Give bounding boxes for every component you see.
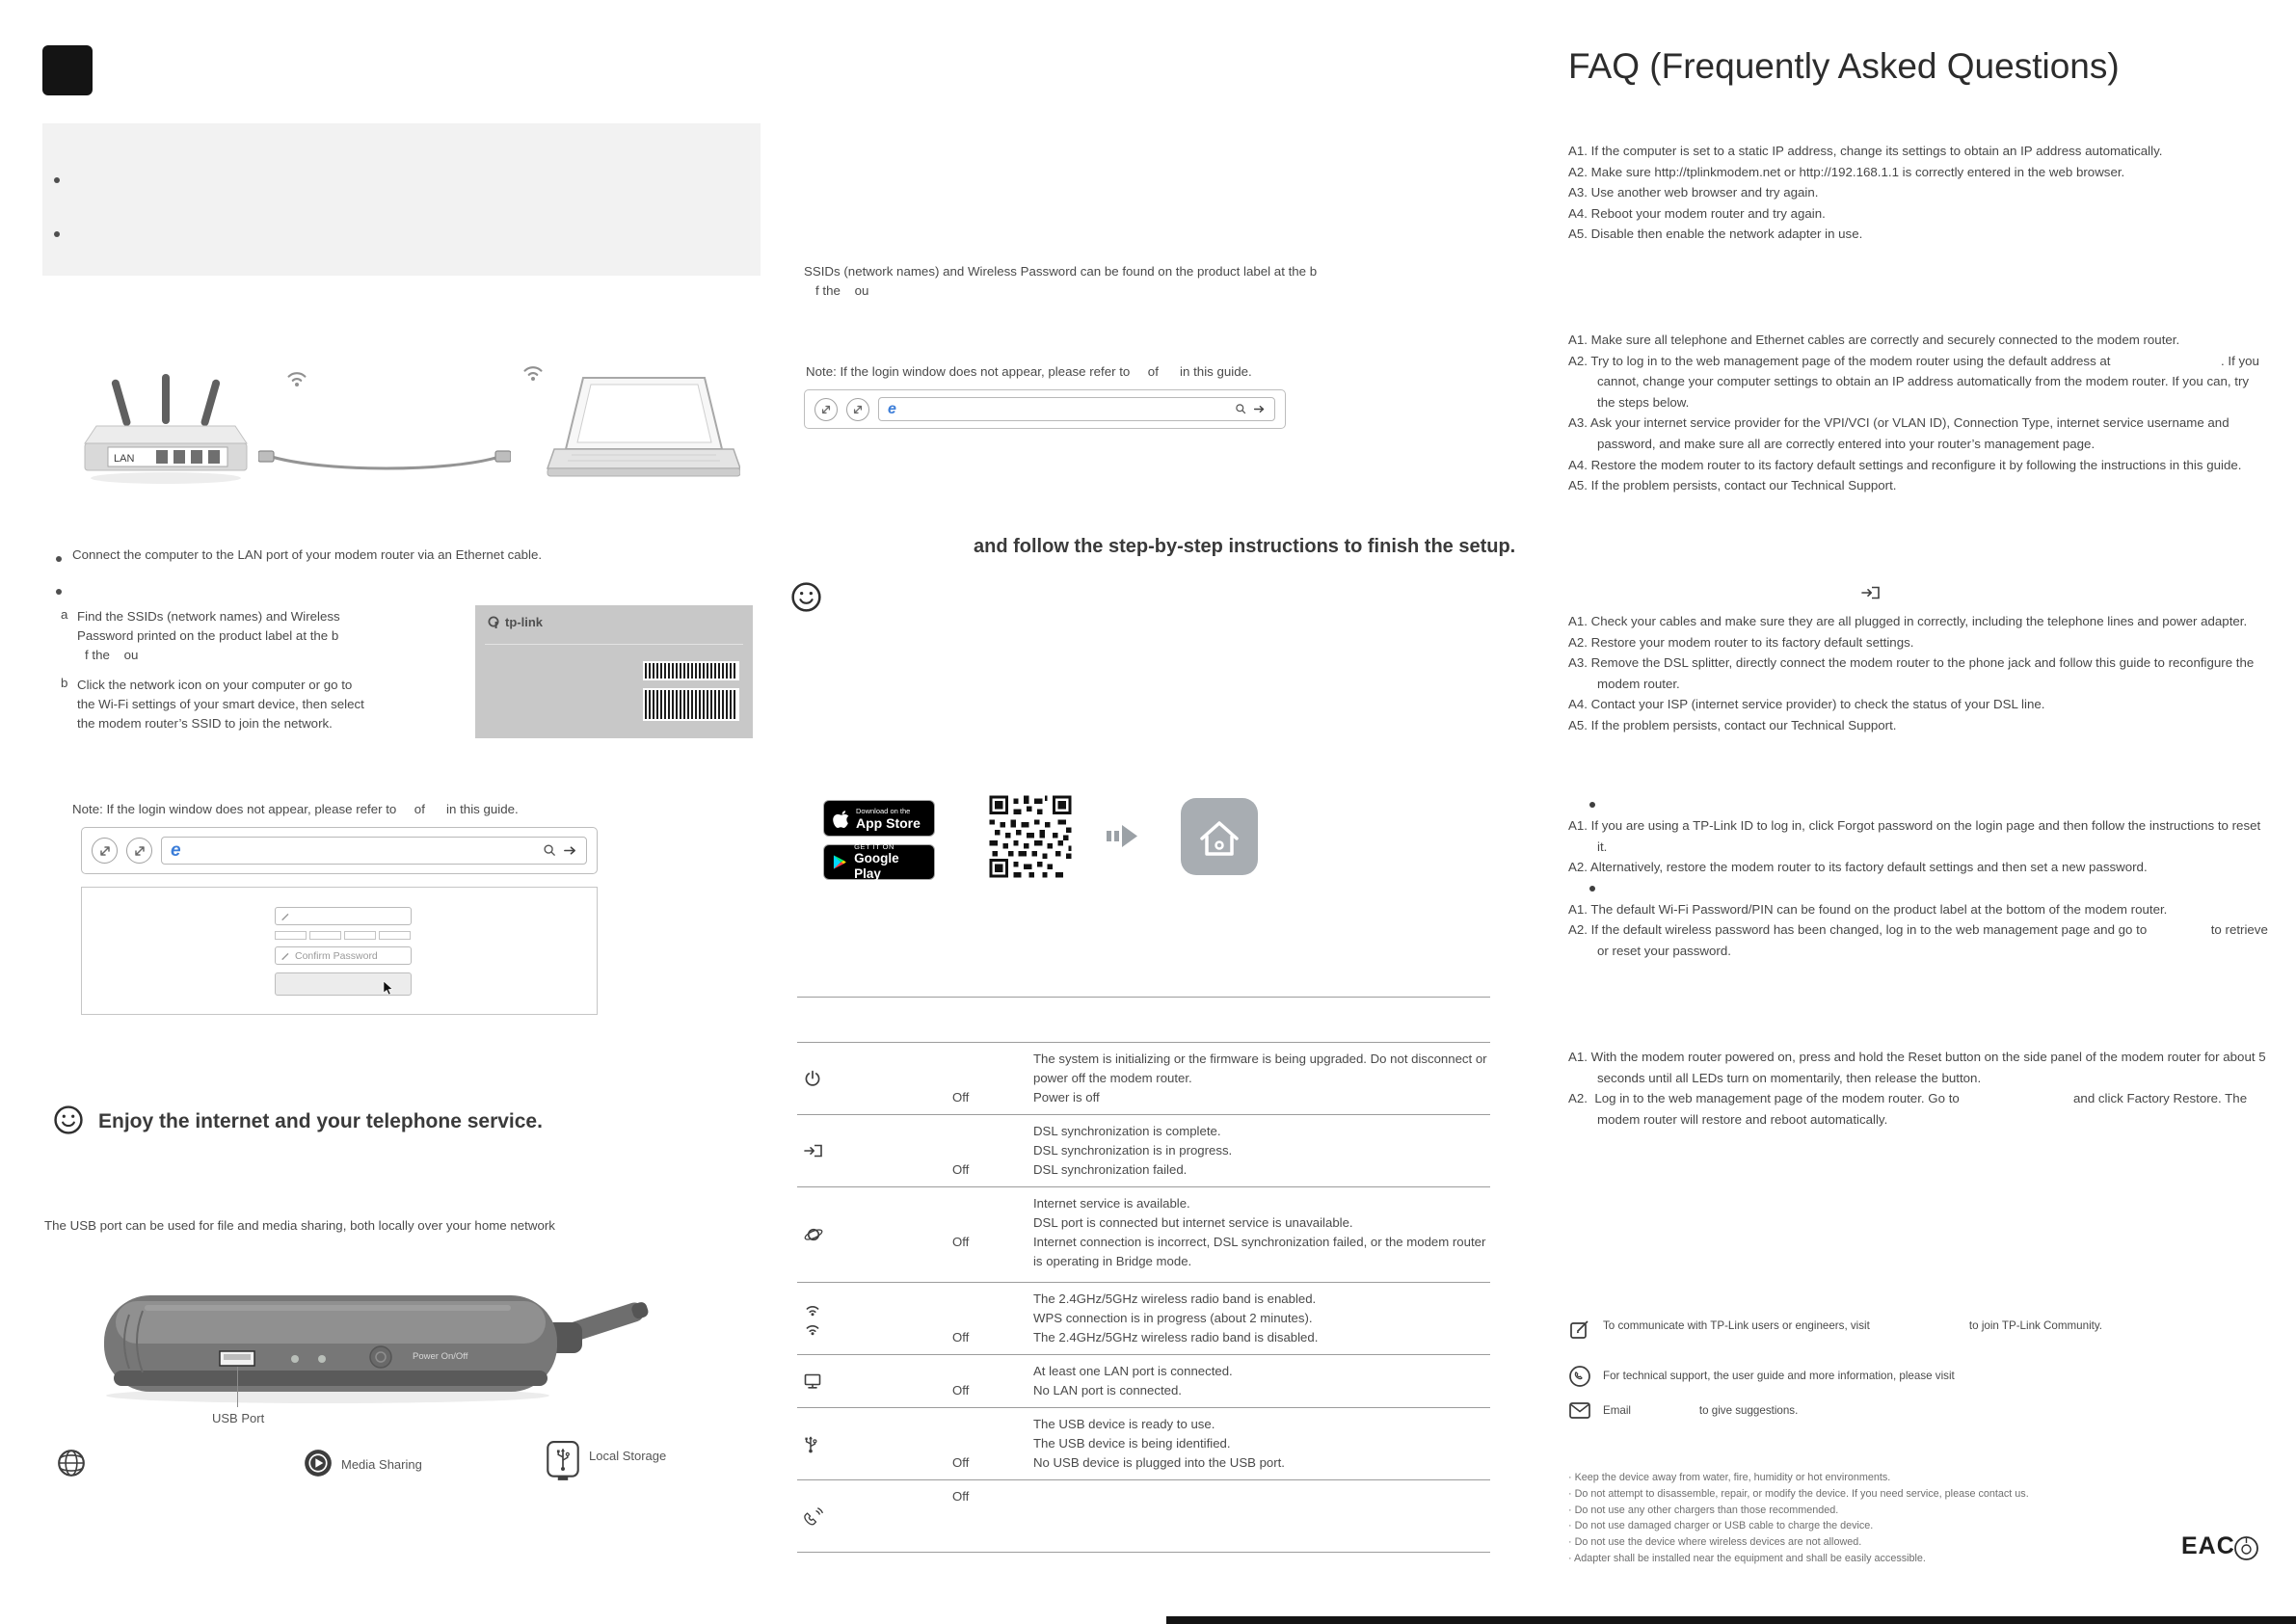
step-b-marker: b (61, 676, 68, 690)
wifi-signal-icon (281, 364, 312, 389)
step-number-box (42, 45, 93, 95)
faq-q5-answers: A1. With the modem router powered on, press and hold the Reset button on the side panel of the modem router for about 5 seconds until all LEDs turn on momentarily, then release the button. A2. Log in to the web management page of the modem router. Go to and click Factory Restore. The modem router will restore and reboot automatically. (1568, 1050, 2266, 1127)
lan-port-label: LAN (114, 453, 135, 465)
phone-support-icon (1568, 1365, 1591, 1388)
media-sharing-label: Media Sharing (341, 1457, 422, 1472)
apple-logo-icon (833, 809, 849, 828)
google-play-logo-icon (833, 854, 847, 870)
connect-lan-text: Connect the computer to the LAN port of your modem router via an Ethernet cable. (72, 547, 543, 562)
safety-information: · Keep the device away from water, fire, humidity or hot environments. · Do not attempt to disassemble, repair, or modify the device. If you need service, please contact us. · Do not use any other chargers than those recommended. · Do not use damaged charger or USB cable to charge the device. · Do not use the device where wireless devices are not allowed. · Adapter shall be installed near the equipment and shall be easily accessible. (1568, 1472, 2029, 1564)
internet-globe-icon (56, 1448, 87, 1478)
browser-logo-icon: e (171, 840, 181, 861)
home-app-icon (1181, 798, 1258, 875)
compose-icon (1568, 1318, 1591, 1342)
confirm-password-field[interactable] (275, 946, 412, 965)
browser-nav-button[interactable] (846, 398, 869, 421)
cursor-icon (383, 981, 396, 997)
google-play-name: Google Play (854, 851, 899, 881)
local-storage-icon (546, 1440, 580, 1482)
eac-mark: EAC (2181, 1532, 2235, 1559)
usb-modem-illustration (87, 1268, 665, 1413)
bullet-marker (1589, 802, 1595, 808)
browser-bar (804, 389, 1286, 429)
faq-q2-answers: A1. Make sure all telephone and Ethernet cables are correctly and securely connected to the modem router. A2. Try to log in to the web management page of the modem router using the default address at . If you cannot, change your computer settings to obtain an IP address automatically from the modem router. If you can, try the steps below. A3. Ask your internet service provider for the VPI/VCI (or VLAN ID), Connection Type, internet service username and password, and make sure all are correctly entered into your router’s management page. A4. Restore the modem router to its factory default settings and reconfigure it by following the instructions in this guide. A5. If the problem persists, contact our Technical Support. (1568, 333, 2259, 493)
media-sharing-icon (303, 1448, 334, 1478)
barcode (643, 688, 739, 721)
dsl-led-icon (1860, 584, 1882, 601)
table-row-dsl: DSL synchronization is complete. DSL synchronization is in progress. Off DSL synchronization failed. (797, 1114, 1490, 1186)
ethernet-cable-illustration (258, 447, 511, 476)
browser-nav-button[interactable] (126, 838, 152, 864)
table-row-internet: Internet service is available. DSL port is connected but internet service is unavailable. Off Internet connection is incorrect, DSL synchronization failed, or the modem router is operating in Bridge mode. (797, 1186, 1490, 1282)
app-store-badge[interactable] (823, 800, 935, 837)
page-fold-bar (1166, 1616, 2296, 1624)
ssid-paragraph: SSIDs (network names) and Wireless Password can be found on the product label at the b f the ou (804, 264, 1318, 298)
certification-circle-mark (2233, 1535, 2259, 1561)
product-label-image (475, 605, 753, 738)
email-support-row: Email to give suggestions. (1568, 1401, 2233, 1420)
browser-logo-icon: e (888, 400, 896, 417)
table-row-usb: The USB device is ready to use. The USB device is being identified. Off No USB device is plugged into the USB port. (797, 1407, 1490, 1479)
enjoy-heading: Enjoy the internet and your telephone service. (98, 1110, 543, 1132)
search-icon (543, 843, 557, 858)
bullet-marker (54, 231, 60, 237)
led-status-table (797, 997, 1490, 1553)
email-icon (1568, 1401, 1591, 1420)
qr-code (987, 793, 1074, 880)
phone-led-icon (803, 1506, 824, 1526)
dsl-led-icon (803, 1142, 824, 1159)
browser-address-bar[interactable] (878, 397, 1275, 421)
power-led-icon (803, 1069, 822, 1088)
password-strength-meter (275, 931, 411, 940)
login-window (81, 887, 598, 1015)
step-a-marker: a (61, 607, 68, 622)
community-support-row: To communicate with TP-Link users or engineers, visit to join TP-Link Community. (1568, 1318, 2233, 1342)
modem-router-illustration (81, 370, 254, 486)
power-onoff-label: Power On/Off (413, 1351, 468, 1362)
tplink-logo-icon (487, 616, 500, 629)
app-store-tagline: Download on the (856, 806, 911, 815)
bullet-marker (56, 589, 62, 595)
faq-q4-answers: A1. If you are using a TP-Link ID to log in, click Forgot password on the login page and then follow the instructions to reset it. A2. Alternatively, restore the modem router to its factory default settings and then set a new password. A1. The default Wi-Fi Password/PIN can be found on the product label at the bottom of the modem router. A2. If the default wireless password has been changed, log in to the web management page and go to to retrieve or reset your password. (1568, 794, 2268, 962)
login-note: Note: If the login window does not appear, please refer to of in this guide. (806, 364, 1252, 379)
local-storage-label: Local Storage (589, 1449, 667, 1463)
google-play-badge[interactable] (823, 844, 935, 880)
usb-paragraph: The USB port can be used for file and media sharing, both locally over your home network (44, 1218, 555, 1233)
table-row-wifi: The 2.4GHz/5GHz wireless radio band is enabled. WPS connection is in progress (about 2 minutes). Off The 2.4GHz/5GHz wireless radio band is disabled. (797, 1282, 1490, 1354)
barcode (643, 661, 739, 680)
table-row-phone: Off (797, 1479, 1490, 1553)
usb-led-icon (803, 1433, 818, 1454)
bullet-marker (1589, 886, 1595, 892)
password-field[interactable] (275, 907, 412, 925)
step-a-text: Find the SSIDs (network names) and Wireless Password printed on the product label at the b f the ou (77, 609, 340, 662)
go-arrow-icon (1253, 403, 1266, 415)
faq-q1-answers: A1. If the computer is set to a static IP address, change its settings to obtain an IP address automatically. A2. Make sure http://tplinkmodem.net or http://192.168.1.1 is correctly entered in the web browser. A3. Use another web browser and try again. A4. Reboot your modem router and try again. A5. Disable then enable the network adapter in use. (1568, 144, 2163, 242)
label-divider (485, 644, 743, 645)
faq-title: FAQ (Frequently Asked Questions) (1568, 46, 2120, 86)
wifi-led-icon (803, 1321, 822, 1336)
led-table-header (797, 997, 1490, 1042)
app-store-name: App Store (856, 814, 921, 831)
setup-instruction-text: and follow the step-by-step instructions to finish the setup. (974, 536, 1516, 557)
confirm-password-placeholder: Confirm Password (295, 949, 378, 962)
pencil-icon (280, 951, 290, 961)
before-install-box (42, 123, 761, 276)
browser-address-bar[interactable] (161, 837, 587, 865)
go-arrow-icon (563, 843, 577, 858)
search-icon (1235, 403, 1247, 415)
smiley-icon (53, 1105, 84, 1135)
google-play-tagline: GET IT ON (854, 842, 894, 851)
arrow-icon (1107, 823, 1139, 849)
tplink-brand-text: tp-link (505, 615, 543, 629)
table-row-lan: At least one LAN port is connected. Off No LAN port is connected. (797, 1354, 1490, 1407)
bullet-marker (54, 177, 60, 183)
laptop-illustration (543, 372, 740, 486)
table-row-power: The system is initializing or the firmware is being upgraded. Do not disconnect or power off the modem router. Off Power is off (797, 1042, 1490, 1114)
browser-nav-button[interactable] (814, 398, 838, 421)
login-note: Note: If the login window does not appear, please refer to of in this guide. (72, 802, 519, 816)
pencil-icon (280, 912, 290, 921)
browser-bar (81, 827, 598, 874)
wifi-led-icon (803, 1302, 822, 1317)
usb-port-label: USB Port (212, 1411, 265, 1425)
lan-led-icon (803, 1372, 822, 1390)
faq-q3-answers: A1. Check your cables and make sure they are all plugged in correctly, including the telephone lines and power adapter. A2. Restore your modem router to its factory default settings. A3. Remove the DSL splitter, directly connect the modem router to the phone jack and follow this guide to reconfigure the modem router. A4. Contact your ISP (internet service provider) to check the status of your DSL line. A5. If the problem persists, contact our Technical Support. (1568, 614, 2255, 732)
usb-port-pointer-line (237, 1367, 238, 1407)
internet-led-icon (803, 1224, 824, 1245)
step-b-text: Click the network icon on your computer or go to the Wi-Fi settings of your smart device, then select the modem router’s SSID to join the network. (77, 678, 364, 731)
technical-support-row: For technical support, the user guide and more information, please visit (1568, 1365, 2233, 1388)
bullet-marker (56, 556, 62, 562)
smiley-icon (790, 581, 822, 613)
browser-nav-button[interactable] (92, 838, 118, 864)
